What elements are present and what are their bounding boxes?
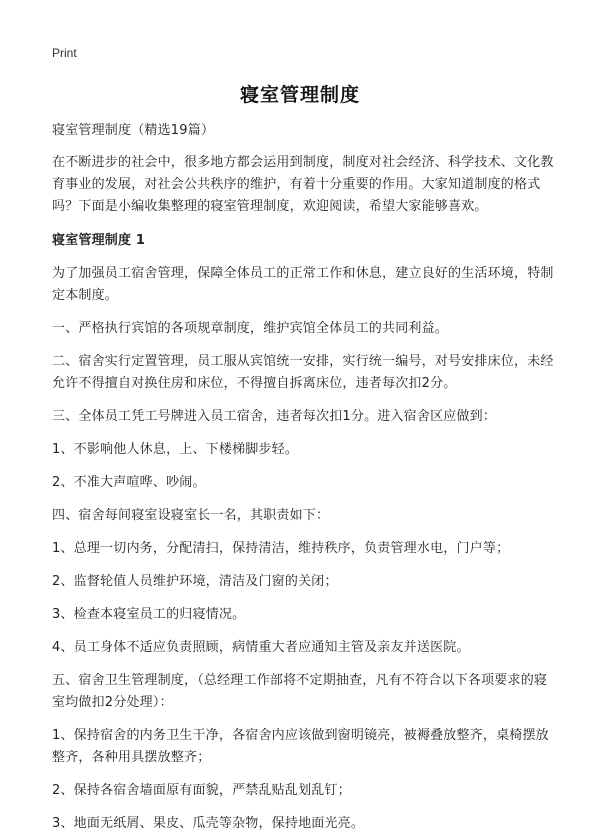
paragraph: 1、不影响他人休息，上、下楼梯脚步轻。	[52, 442, 299, 457]
paragraph: 1、总理一切内务，分配清扫，保持清洁，维持秩序，负责管理水电，门户等；	[52, 541, 510, 556]
document-title: 寝室管理制度	[239, 84, 360, 106]
paragraph: 3、地面无纸屑、果皮、瓜壳等杂物，保持地面光亮。	[52, 816, 365, 831]
paragraph: 二、宿舍实行定置管理，员工服从宾馆统一安排，实行统一编号，对号安排床位，未经允许不得擅自对换住房和床位，不得擅自拆离床位，违者每次扣2分。	[52, 354, 554, 391]
document-body	[52, 120, 554, 835]
document-subtitle: 寝室管理制度（精选19篇）	[52, 123, 215, 138]
intro-paragraph: 在不断进步的社会中，很多地方都会运用到制度，制度对社会经济、科学技术、文化教育事业的发展，对社会公共秩序的维护，有着十分重要的作用。大家知道制度的格式吗？下面是小编收集整理的寝室管理制度，欢迎阅读，希望大家能够喜欢。	[52, 155, 554, 214]
paragraph: 为了加强员工宿舍管理，保障全体员工的正常工作和休息，建立良好的生活环境，特制定本制度。	[52, 266, 554, 303]
section-heading: 寝室管理制度 1	[52, 233, 146, 248]
paragraph: 五、宿舍卫生管理制度，（总经理工作部将不定期抽查，凡有不符合以下各项要求的寝室均做扣2分处理）：	[52, 673, 548, 710]
paragraph: 1、保持宿舍的内务卫生干净，各宿舍内应该做到窗明镜亮，被褥叠放整齐，桌椅摆放整齐，各种用具摆放整齐；	[52, 728, 549, 765]
paragraph: 3、检查本寝室员工的归寝情况。	[52, 607, 246, 622]
paragraph: 四、宿舍每间寝室设寝室长一名，其职责如下：	[52, 508, 330, 523]
paragraph: 4、员工身体不适应负责照顾，病情重大者应通知主管及亲友并送医院。	[52, 640, 470, 655]
paragraph: 2、不准大声喧哗、吵闹。	[52, 475, 206, 490]
paragraph: 2、监督轮值人员维护环境，清洁及门窗的关闭；	[52, 574, 338, 589]
paragraph: 三、全体员工凭工号牌进入员工宿舍，违者每次扣1分。进入宿舍区应做到：	[52, 409, 497, 424]
paragraph: 2、保持各宿舍墙面原有面貌，严禁乱贴乱划乱钉；	[52, 783, 351, 798]
paragraph: 一、严格执行宾馆的各项规章制度，维护宾馆全体员工的共同利益。	[52, 321, 449, 336]
print-link[interactable]: Print	[52, 46, 77, 60]
